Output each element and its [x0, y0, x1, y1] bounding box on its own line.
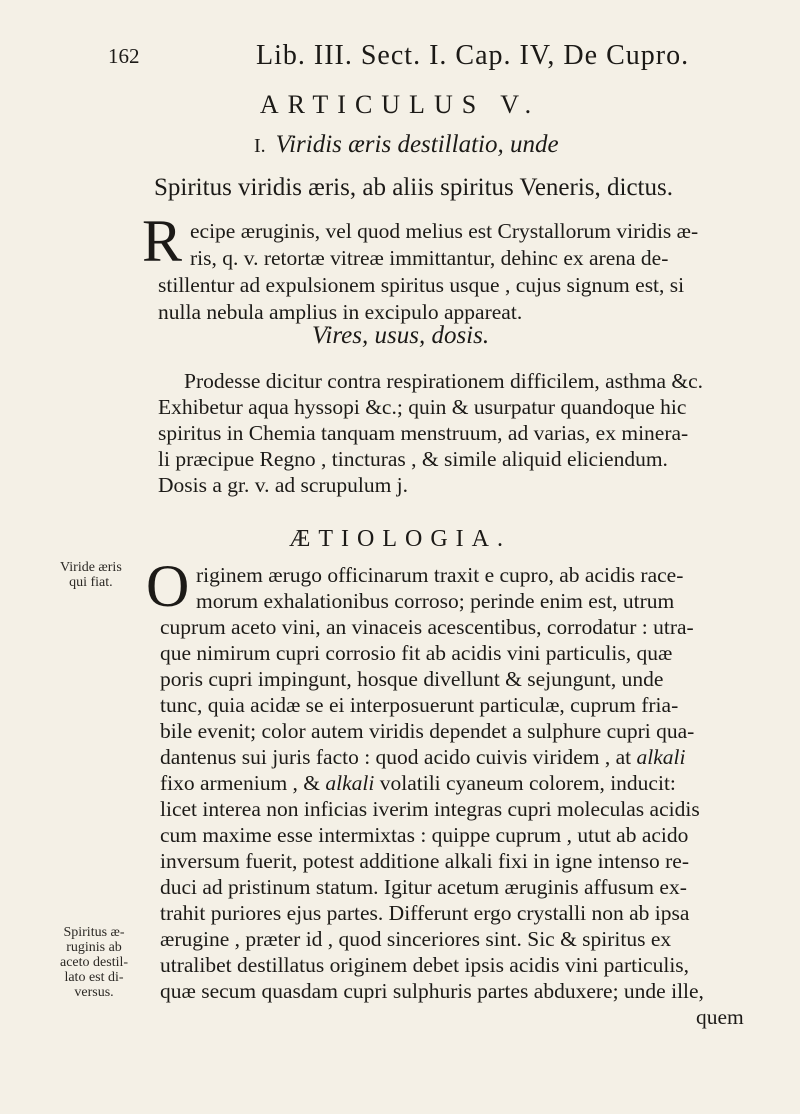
aetiologia-line: cum maxime esse intermixtas : quippe cuprum , utut ab acido — [160, 823, 689, 847]
aetiologia-line-text: dantenus sui juris facto : quod acido cuivis viridem , at — [160, 745, 637, 769]
catchword: quem — [696, 1005, 744, 1029]
aetiologia-line: cuprum aceto vini, an vinaceis acescentibus, corrodatur : utra- — [160, 615, 694, 639]
section-number: I. — [254, 135, 266, 157]
marginal-note-line: ruginis ab — [66, 940, 122, 955]
marginal-note-line: qui fiat. — [69, 575, 113, 590]
recipe-line: ris, q. v. retortæ vitreæ immittantur, dehinc ex arena de- — [190, 246, 669, 270]
aetiologia-line: quæ secum quasdam cupri sulphuris partes abduxere; unde ille, — [160, 979, 704, 1003]
section-title-italic: Viridis æris destillatio, unde — [275, 131, 559, 158]
aetiologia-line: licet interea non inficias iverim integras cupri moleculas acidis — [160, 797, 700, 821]
vires-line: Dosis a gr. v. ad scrupulum j. — [158, 473, 409, 497]
marginal-note — [60, 560, 122, 590]
aetiologia-line: bile evenit; color autem viridis dependet a sulphure cupri qua- — [160, 719, 695, 743]
marginal-note-line: Viride æris — [60, 560, 122, 575]
aetiologia-line-text: volatili cyaneum colorem, inducit: — [374, 771, 676, 795]
dropcap-r: R — [142, 208, 183, 274]
section-subtitle: Spiritus viridis æris, ab aliis spiritus Veneris, dictus. — [154, 174, 673, 201]
marginal-note — [60, 925, 128, 1000]
aetiologia-line-text: fixo armenium , & — [160, 771, 326, 795]
page-header — [108, 40, 690, 80]
aetiologia-line: duci ad pristinum statum. Igitur acetum æruginis affusum ex- — [160, 875, 687, 899]
aetiologia-line: poris cupri impingunt, hosque divellunt & sejungunt, unde — [160, 667, 664, 691]
marginal-note-line: aceto destil- — [60, 955, 129, 970]
dropcap-o: O — [146, 553, 190, 619]
section-title — [254, 131, 559, 159]
running-head: Lib. III. Sect. I. Cap. IV, De Cupro. — [256, 40, 690, 71]
marginal-note-line: versus. — [74, 985, 114, 1000]
aetiologia-line: morum exhalationibus corroso; perinde enim est, utrum — [196, 589, 675, 613]
articulus-heading: ARTICULUS V. — [259, 90, 541, 119]
aetiologia-line: inversum fuerit, potest additione alkali fixi in igne intenso re- — [160, 849, 690, 873]
aetiologia-line: trahit puriores ejus partes. Differunt ergo crystalli non ab ipsa — [160, 901, 690, 925]
aetiologia-line: que nimirum cupri corrosio fit ab acidis vini particulis, quæ — [160, 641, 673, 665]
vires-heading: Vires, usus, dosis. — [312, 322, 490, 349]
recipe-line: ecipe æruginis, vel quod melius est Crystallorum viridis æ- — [190, 219, 699, 243]
alkali-term: alkali — [325, 771, 375, 795]
aetiologia-line: utralibet destillatus originem debet ipsis acidis vini particulis, — [160, 953, 690, 977]
marginal-note-line: Spiritus æ- — [63, 925, 125, 940]
page-number: 162 — [108, 44, 140, 68]
aetiologia-heading: ÆTIOLOGIA. — [289, 526, 511, 552]
marginal-note-line: lato est di- — [64, 970, 124, 985]
recipe-line: stillentur ad expulsionem spiritus usque , cujus signum est, si — [158, 273, 685, 297]
aetiologia-line: riginem ærugo officinarum traxit e cupro, ab acidis race- — [196, 563, 684, 587]
vires-line: Exhibetur aqua hyssopi &c.; quin & usurpatur quandoque hic — [158, 395, 687, 419]
aetiologia-line: tunc, quia acidæ se ei interposuerunt particulæ, cuprum fria- — [160, 693, 679, 717]
vires-line: li præcipue Regno , tincturas , & simile aliquid eliciendum. — [158, 447, 668, 471]
vires-line: Prodesse dicitur contra respirationem difficilem, asthma &c. — [184, 369, 704, 393]
aetiologia-line — [160, 743, 685, 771]
aetiologia-line — [160, 769, 676, 797]
alkali-term: alkali — [636, 745, 686, 769]
recipe-line: nulla nebula amplius in excipulo appareat. — [158, 300, 523, 324]
vires-line: spiritus in Chemia tanquam menstruum, ad varias, ex minera- — [158, 421, 689, 445]
aetiologia-line: ærugine , præter id , quod sinceriores sint. Sic & spiritus ex — [160, 927, 672, 951]
